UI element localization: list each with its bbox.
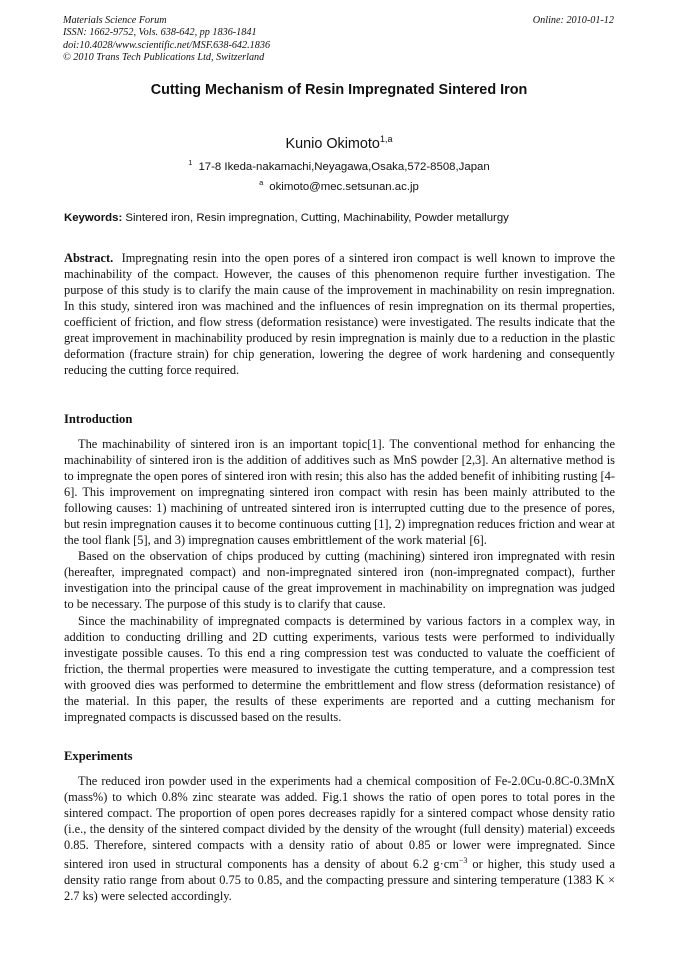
keywords-label: Keywords:	[64, 212, 123, 224]
unit-superscript: −3	[458, 856, 468, 866]
introduction-heading: Introduction	[64, 412, 133, 426]
intro-paragraph-1: The machinability of sintered iron is an important topic[1]. The conventional method for enhancing the machinability of sintered iron is the addition of additives such as MnS powder [2,3]. An alternative method is to impregnate the open pores of sintered iron with resin; this also has the added benefit of inhibiting rusting [4-6]. This improvement on impregnating sintered iron compact with resin has been mainly attributed to the following causes: 1) machining of untreated sintered iron is interrupted cutting due to the presence of pores, but resin impregnation causes it to become continuous cutting [1], 2) impregnation reduces friction and wear at the tool flank [5], and 3) impregnation causes embrittlement of the work material [6].	[64, 437, 615, 548]
affiliation-text: 17-8 Ikeda-nakamachi,Neyagawa,Osaka,572-8508,Japan	[198, 161, 490, 173]
experiments-body	[64, 773, 615, 904]
abstract-label: Abstract.	[64, 251, 114, 265]
issn-line: ISSN: 1662-9752, Vols. 638-642, pp 1836-1841	[63, 27, 257, 39]
online-date: Online: 2010-01-12	[532, 15, 614, 26]
intro-paragraph-3: Since the machinability of impregnated compacts is determined by various factors in a complex way, in addition to conducting drilling and 2D cutting experiments, various tests were performed to individually investigate possible causes. To this end a ring compression test was conducted to valuate the coefficient of friction, the thermal properties were measured to investigate the cutting temperature, and a compression test with grooved dies was performed to determine the embrittlement and flow stress (deformation resistance) of the material. In this paper, the results of these experiments are reported and a cutting mechanism for impregnated compacts is discussed based on the results.	[64, 613, 615, 724]
author-superscript: 1,a	[379, 134, 393, 144]
email-text: okimoto@mec.setsunan.ac.jp	[269, 181, 419, 193]
affiliation-address	[0, 158, 678, 173]
keywords-text: Sintered iron, Resin impregnation, Cutting, Machinability, Powder metallurgy	[125, 212, 509, 224]
affiliation-marker: 1	[188, 158, 193, 167]
journal-name: Materials Science Forum	[63, 15, 167, 26]
experiments-heading: Experiments	[64, 749, 133, 763]
author-line	[0, 134, 678, 152]
abstract	[64, 250, 615, 378]
paper-title: Cutting Mechanism of Resin Impregnated Sintered Iron	[150, 82, 528, 98]
abstract-text: Impregnating resin into the open pores of a sintered iron compact is well known to improve the machinability of the compact. However, the causes of this phenomenon require further investigation. The purpose of this study is to clarify the main cause of the improvement in machinability on resin impregnation. In this study, sintered iron was machined and the influences of resin impregnation on its thermal properties, coefficient of friction, and flow stress (deformation resistance) were investigated. The results indicate that the great improvement in machinability produced by resin impregnation is mainly due to a reduction in the plastic deformation (fracture strain) for chip generation, lowering the degree of work hardening and consequently reducing the cutting force required.	[64, 251, 615, 378]
journal-info	[63, 15, 270, 65]
doi-line: doi:10.4028/www.scientific.net/MSF.638-642.1836	[63, 39, 271, 51]
experiments-paragraph-1	[64, 773, 615, 904]
author-name: Kunio Okimoto	[285, 136, 380, 152]
affiliation-email	[0, 178, 678, 193]
experiments-text-b: or higher, this study used a density ratio range from about 0.75 to 0.85, and the compacting pressure and sintering temperature (1383 K × 2.7 ks) were selected accordingly.	[64, 857, 615, 904]
intro-paragraph-2: Based on the observation of chips produced by cutting (machining) sintered iron impregnated with resin (hereafter, impregnated compact) and non-impregnated sintered iron (non-impregnated compact), further investigation into the principal cause of the great improvement in machinability on impregnation was judged to be necessary. The purpose of this study is to clarify that cause.	[64, 549, 615, 612]
keywords	[64, 212, 619, 224]
copyright-line: © 2010 Trans Tech Publications Ltd, Switzerland	[63, 52, 265, 64]
experiments-text-a: The reduced iron powder used in the experiments had a chemical composition of Fe-2.0Cu-0.8C-0.3MnX (mass%) to which 0.8% zinc stearate was added. Fig.1 shows the ratio of open pores to total pores in the sintered compact. The proportion of open pores decreases rapidly for a sintered compact whose density ratio (i.e., the density of the sintered compact divided by the density of the wrought (full density) material) exceeds 0.85. Therefore, sintered compacts with a density ratio of about 0.85 or lower were impregnated. Since sintered iron used in structural components has a density of about 6.2 g·cm	[64, 774, 615, 872]
introduction-body	[64, 436, 615, 725]
email-marker: a	[259, 178, 264, 187]
